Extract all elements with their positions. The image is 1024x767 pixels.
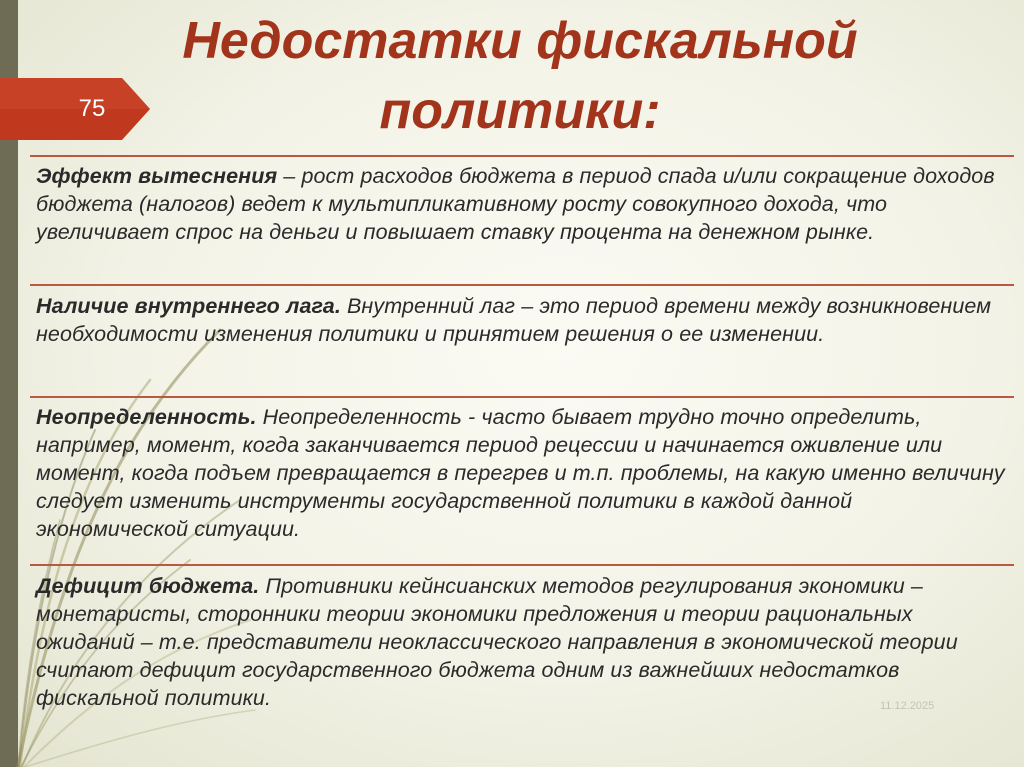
list-item [36,572,1008,712]
item-text: Противники кейнсианских методов регулирования экономики – монетаристы, сторонники теории экономики предложения и теории рациональных ожиданий – т.е. представители неоклассического направления в экономической теории считают дефицит государственного бюджета одним из важнейших недостатков фискальной политики. [36,574,958,710]
item-text: Неопределенность - часто бывает трудно точно определить, например, момент, когда заканчивается период рецессии и начинается оживление или момент, когда подъем превращается в перегрев и т.п. проблемы, на какую именно величину следует изменить инструменты государственной политики в каждой данной экономической ситуации. [36,405,1005,541]
item-text: – рост расходов бюджета в период спада и/или сокращение доходов бюджета (налогов) ведет к мультипликативному росту совокупного дохода, что увеличивает спрос на деньги и повышает ставку процента на денежном рынке. [36,164,995,244]
divider-rule [30,284,1014,286]
divider-rule [30,564,1014,566]
slide-number: 75 [78,95,106,122]
divider-rule [30,155,1014,157]
title-line-1: Недостатки фискальной [182,12,858,70]
item-term: Наличие внутреннего лага. [36,294,341,318]
divider-rule [30,396,1014,398]
title-line-2: политики: [379,82,661,140]
item-term: Неопределенность. [36,405,257,429]
item-term: Эффект вытеснения [36,164,278,188]
item-text: Внутренний лаг – это период времени между возникновением необходимости изменения политики и принятием решения о ее изменении. [36,294,992,346]
list-item [36,162,1008,246]
list-item [36,403,1008,543]
slide-title [140,6,900,146]
slide-date: 11.12.2025 [880,700,935,712]
list-item [36,292,1008,348]
item-term: Дефицит бюджета. [36,574,260,598]
